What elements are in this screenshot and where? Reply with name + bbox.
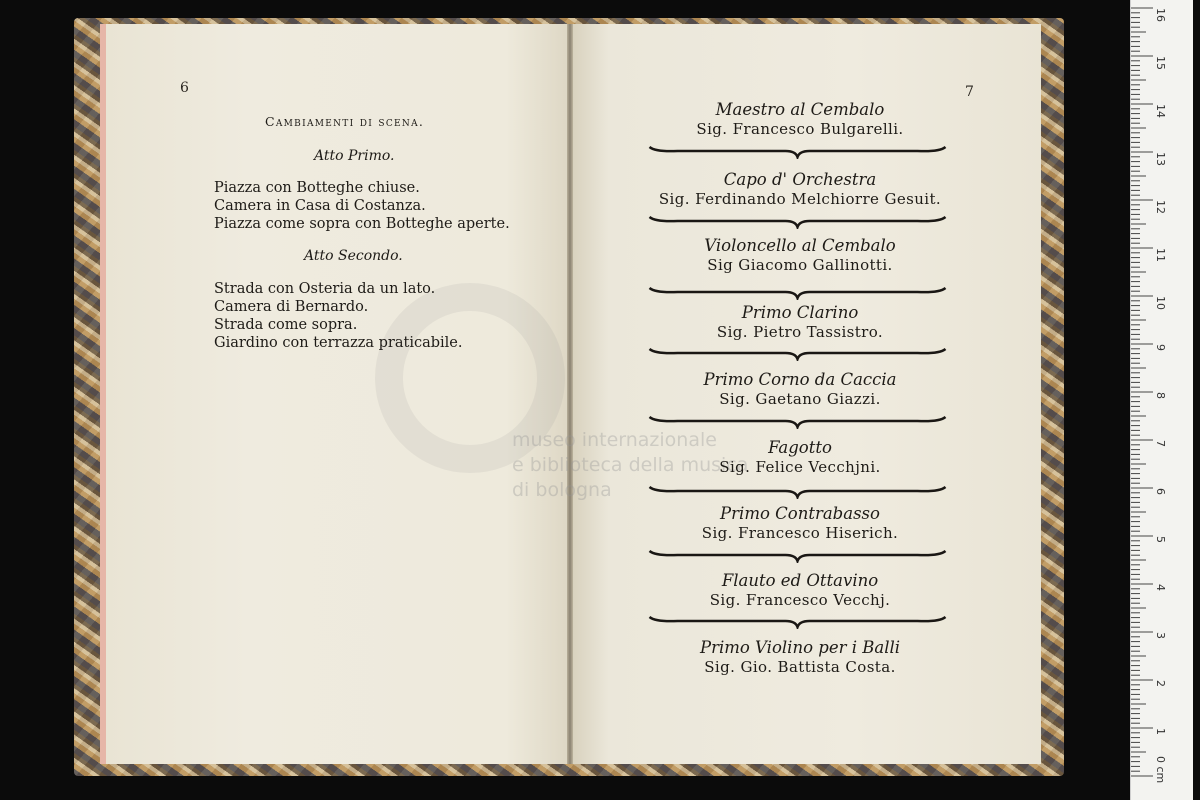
entry-role: Primo Violino per i Balli xyxy=(699,638,901,657)
entry-name: Sig Giacomo Gallinotti. xyxy=(707,256,893,274)
entry-name: Sig. Francesco Hiserich. xyxy=(701,524,899,542)
scene-line: Piazza come sopra con Botteghe aperte. xyxy=(214,216,510,232)
brace-divider xyxy=(645,284,950,300)
left-page-number: 6 xyxy=(180,80,189,96)
entry-role: Primo Contrabasso xyxy=(720,504,880,523)
measurement-ruler xyxy=(1130,0,1193,800)
entry-role: Violoncello al Cembalo xyxy=(704,236,896,255)
ruler-mark: 7 xyxy=(1154,440,1167,447)
right-page-number: 7 xyxy=(965,84,974,100)
ruler-mark: 6 xyxy=(1154,488,1167,495)
brace-divider xyxy=(645,345,950,361)
entry-name: Sig. Francesco Vecchj. xyxy=(709,591,891,609)
book-gutter xyxy=(567,24,573,764)
entry-name: Sig. Gio. Battista Costa. xyxy=(704,658,896,676)
scene-line: Strada come sopra. xyxy=(214,317,358,333)
ruler-mark: 5 xyxy=(1154,536,1167,543)
ruler-mark: 8 xyxy=(1154,392,1167,399)
orchestra-entry xyxy=(640,170,960,208)
orchestra-entry xyxy=(640,638,960,676)
entry-role: Capo d' Orchestra xyxy=(723,170,877,189)
watermark-line: museo internazionale xyxy=(512,429,717,451)
brace-divider xyxy=(645,547,950,563)
watermark-line: e biblioteca della musica xyxy=(512,454,749,476)
orchestra-entry xyxy=(640,236,960,274)
ruler-mark: 3 xyxy=(1154,632,1167,639)
scene-line: Giardino con terrazza praticabile. xyxy=(214,335,463,351)
scene-changes-heading: Cambiamenti di scena. xyxy=(265,114,425,129)
orchestra-entry xyxy=(640,100,960,138)
brace-divider xyxy=(645,613,950,629)
entry-name: Sig. Pietro Tassistro. xyxy=(716,323,884,341)
brace-divider xyxy=(645,143,950,159)
scene-line: Piazza con Botteghe chiuse. xyxy=(214,180,420,196)
brace-divider xyxy=(645,413,950,429)
ruler-mark: 10 xyxy=(1154,296,1167,310)
ruler-mark: 13 xyxy=(1154,152,1167,166)
scene-line: Camera di Bernardo. xyxy=(214,299,369,315)
orchestra-entry xyxy=(640,370,960,408)
scene-line: Strada con Osteria da un lato. xyxy=(214,281,436,297)
orchestra-entry xyxy=(640,438,960,476)
brace-divider xyxy=(645,483,950,499)
act-one-label: Atto Primo. xyxy=(314,148,395,164)
ruler-mark: 15 xyxy=(1154,56,1167,70)
ruler-mark: 4 xyxy=(1154,584,1167,591)
orchestra-entry xyxy=(640,504,960,542)
orchestra-entry xyxy=(640,303,960,341)
entry-role: Primo Clarino xyxy=(741,303,859,322)
ruler-mark: 2 xyxy=(1154,680,1167,687)
scene-line: Camera in Casa di Costanza. xyxy=(214,198,426,214)
ruler-mark: 14 xyxy=(1154,104,1167,118)
entry-role: Flauto ed Ottavino xyxy=(721,571,879,590)
entry-role: Maestro al Cembalo xyxy=(715,100,885,119)
watermark-line: di bologna xyxy=(512,479,612,501)
brace-divider xyxy=(645,213,950,229)
entry-name: Sig. Ferdinando Melchiorre Gesuit. xyxy=(658,190,942,208)
act-two-label: Atto Secondo. xyxy=(304,248,403,264)
entry-name: Sig. Felice Vecchjni. xyxy=(719,458,881,476)
orchestra-entry xyxy=(640,571,960,609)
entry-role: Primo Corno da Caccia xyxy=(703,370,897,389)
ruler-mark: 9 xyxy=(1154,344,1167,351)
entry-role: Fagotto xyxy=(768,438,832,457)
ruler-mark: 16 xyxy=(1154,8,1167,22)
ruler-mark: 11 xyxy=(1154,248,1167,262)
entry-name: Sig. Gaetano Giazzi. xyxy=(719,390,881,408)
entry-name: Sig. Francesco Bulgarelli. xyxy=(696,120,904,138)
ruler-mark: 12 xyxy=(1154,200,1167,214)
ruler-unit-label: 0 cm xyxy=(1154,756,1167,784)
ruler-mark: 1 xyxy=(1154,728,1167,735)
